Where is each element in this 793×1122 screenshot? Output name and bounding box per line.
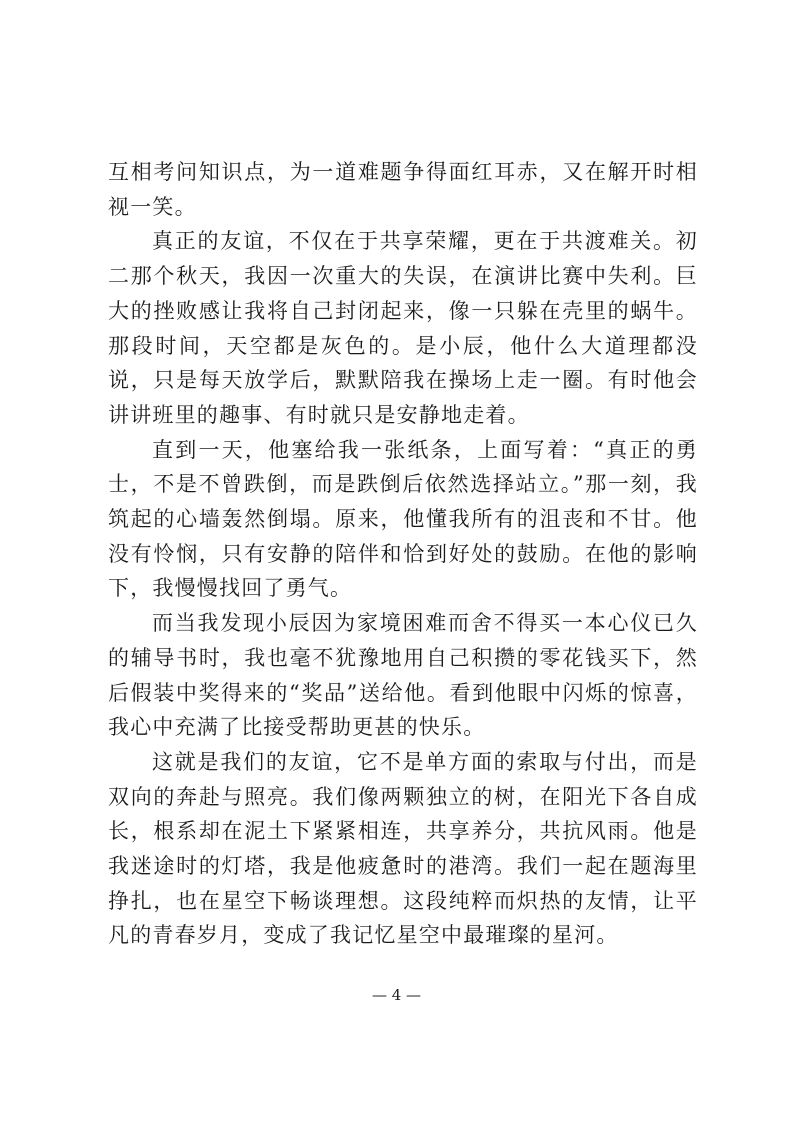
paragraph-conclusion: 这就是我们的友谊，它不是单方面的索取与付出，而是双向的奔赴与照亮。我们像两颗独立的树，在阳光下各自成长，根系却在泥土下紧紧相连，共享养分，共抗风雨。他是我迷途时的灯塔，我是他疲惫时的港湾。我们一起在题海里挣扎，也在星空下畅谈理想。这段纯粹而炽热的友情，让平凡的青春岁月，变成了我记忆星空中最璀璨的星河。 <box>108 749 698 948</box>
paragraph-gift: 而当我发现小辰因为家境困难而舍不得买一本心仪已久的辅导书时，我也毫不犹豫地用自己积攒的零花钱买下，然后假装中奖得来的“奖品”送给他。看到他眼中闪烁的惊喜，我心中充满了比接受帮助更甚的快乐。 <box>108 611 698 740</box>
page-number: — 4 — <box>371 986 422 1004</box>
paragraph-continued: 互相考问知识点，为一道难题争得面红耳赤，又在解开时相视一笑。 <box>108 160 698 219</box>
paragraph-note: 直到一天，他塞给我一张纸条，上面写着：“真正的勇士，不是不曾跌倒，而是跌倒后依然选择站立。”那一刻，我筑起的心墙轰然倒塌。原来，他懂我所有的沮丧和不甘。他没有怜悯，只有安静的陪伴和恰到好处的鼓励。在他的影响下，我慢慢找回了勇气。 <box>108 437 698 601</box>
paragraph-true-friendship: 真正的友谊，不仅在于共享荣耀，更在于共渡难关。初二那个秋天，我因一次重大的失误，在演讲比赛中失利。巨大的挫败感让我将自己封闭起来，像一只躲在壳里的蜗牛。那段时间，天空都是灰色的。是小辰，他什么大道理都没说，只是每天放学后，默默陪我在操场上走一圈。有时他会讲讲班里的趣事、有时就只是安静地走着。 <box>108 229 698 427</box>
document-body <box>108 155 698 953</box>
